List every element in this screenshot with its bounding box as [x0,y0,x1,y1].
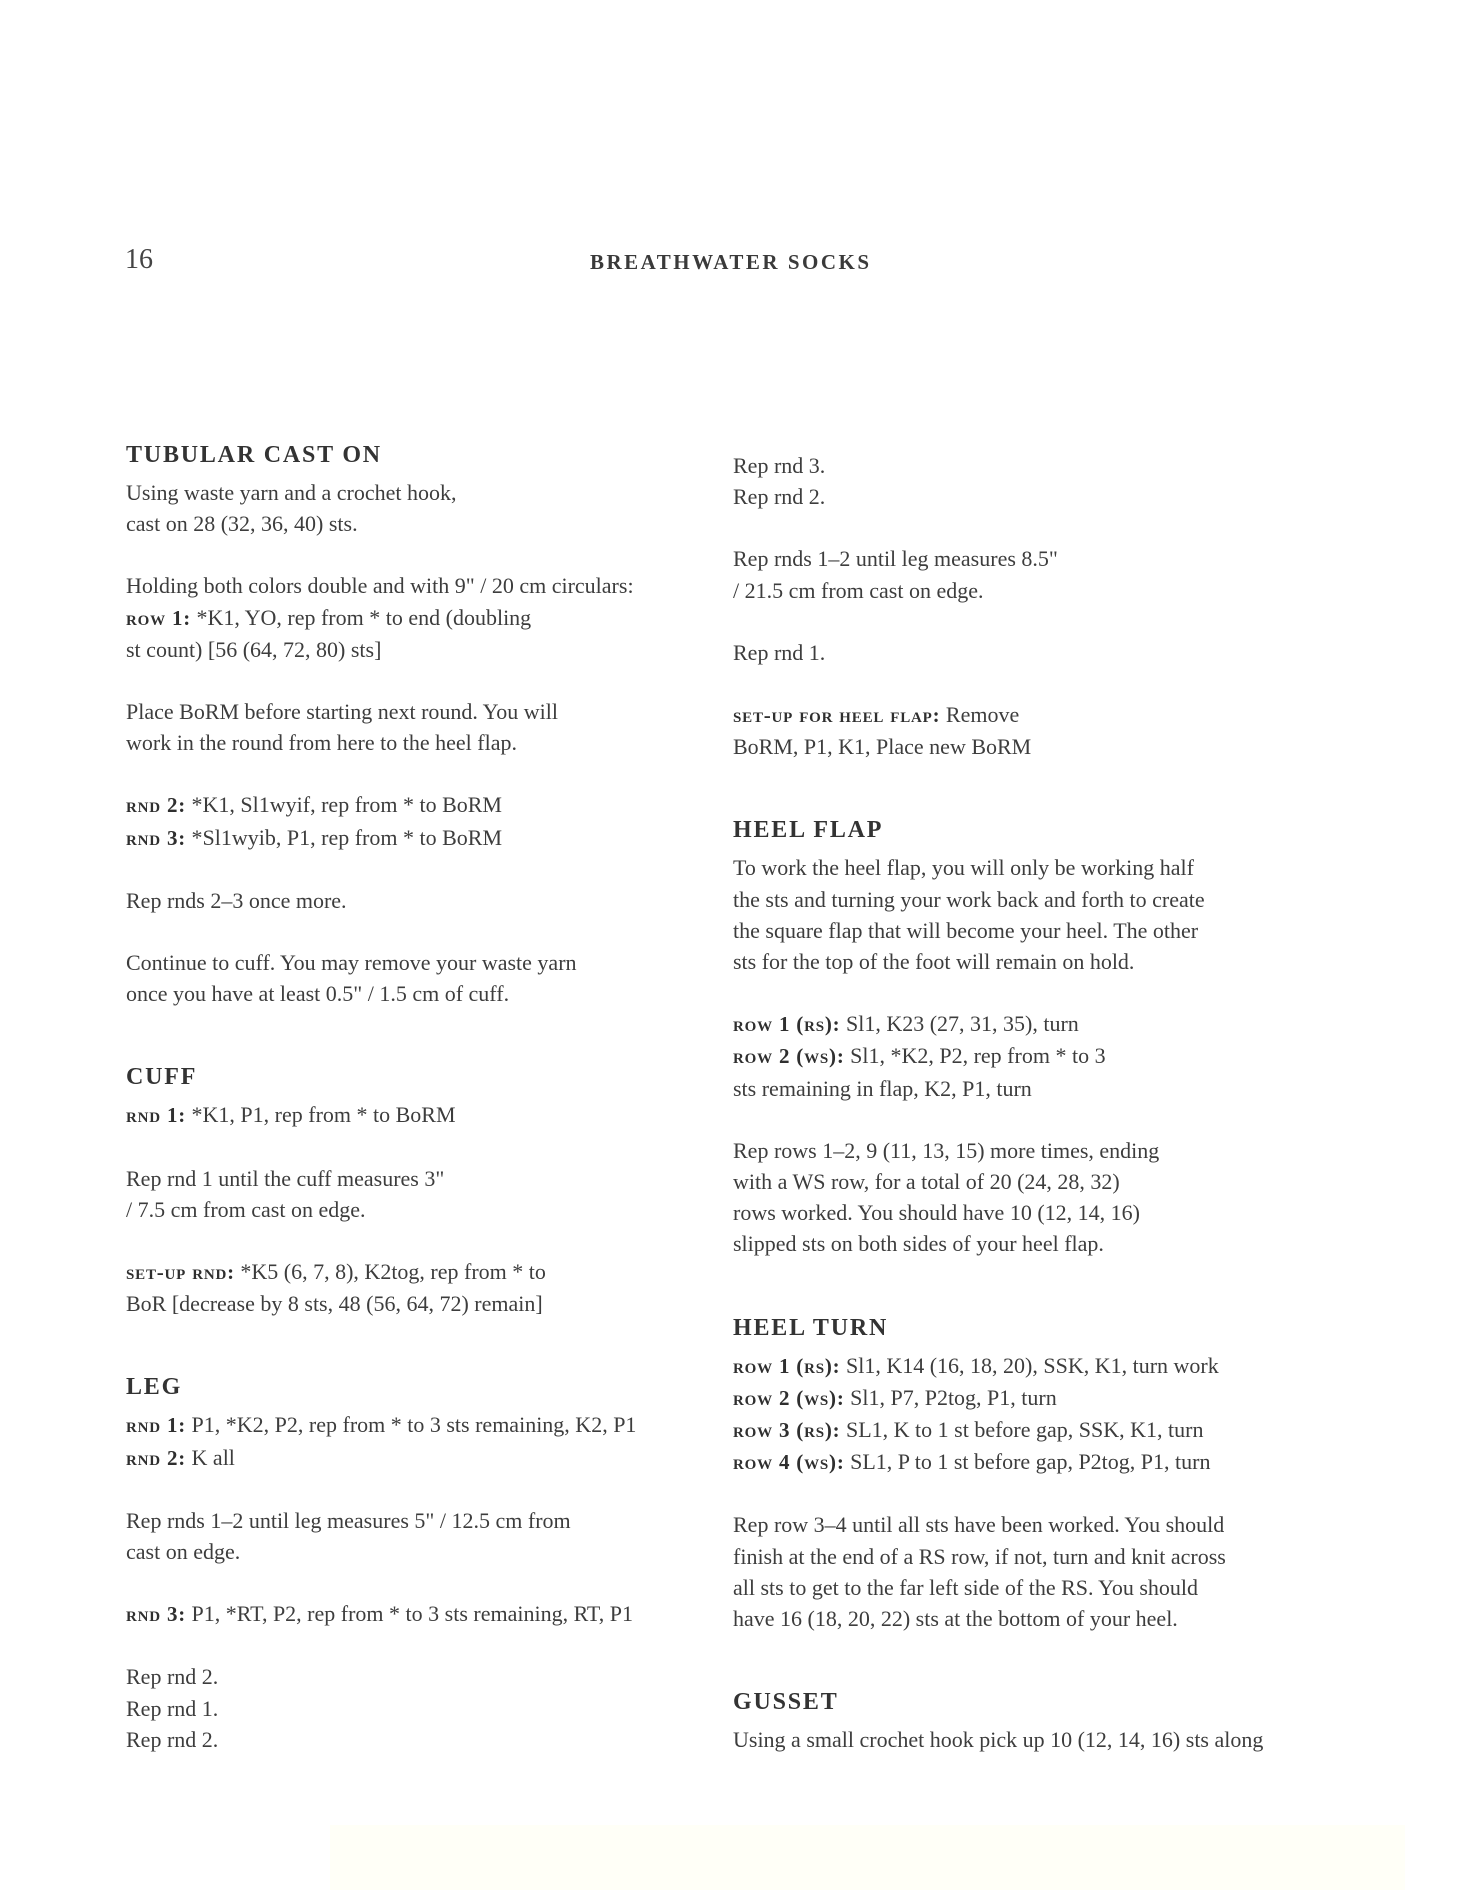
row-text: *Sl1wyib, P1, rep from * to BoRM [186,824,503,850]
row-text: P1, *K2, P2, rep from * to 3 sts remaining, K2, P1 [186,1412,637,1438]
instruction-row [733,1040,1333,1072]
section-title: GUSSET [733,1689,839,1716]
paragraph [126,570,686,665]
text-line: Rep rnd 3. [733,453,826,478]
instruction-row [126,602,686,634]
text-line: slipped sts on both sides of your heel flap. [733,1231,1104,1257]
footer-band [330,1825,1405,1890]
instruction-row [126,1409,686,1441]
row-text: Sl1, K14 (16, 18, 20), SSK, K1, turn work [840,1352,1219,1378]
row-text: *K5 (6, 7, 8), K2tog, rep from * to [234,1259,546,1285]
row-label: row 3 (rs): [733,1418,841,1443]
instruction-row [126,1442,686,1474]
section-heel-turn [733,1313,1333,1635]
paragraph [733,1008,1333,1104]
text-line: Rep rnd 2. [733,484,826,510]
paragraph [733,1350,1333,1479]
row-label: rnd 1: [126,1103,187,1128]
paragraph [733,852,1333,977]
row-label: rnd 3: [126,825,187,850]
section-title: TUBULAR CAST ON [126,442,382,468]
instruction-row [126,822,686,854]
text-line: BoRM, P1, K1, Place new BoRM [733,734,1032,760]
section-leg [126,1372,686,1755]
section-title: HEEL FLAP [733,817,884,844]
text-line: work in the round from here to the heel flap. [126,730,517,756]
page-number: 16 [125,244,153,275]
row-label: row 4 (ws): [733,1450,845,1475]
text-line: Rep rnds 2–3 once more. [126,887,347,913]
instruction-row [733,1446,1333,1478]
instruction-row [126,789,686,821]
instruction-row [126,1099,686,1131]
text-line: Rep rnd 2. [126,1664,219,1690]
text-line: cast on 28 (32, 36, 40) sts. [126,511,358,537]
right-column [733,450,1333,1808]
row-label: set-up rnd: [126,1260,235,1285]
text-line: Using waste yarn and a crochet hook, [126,480,457,505]
paragraph [126,1099,686,1131]
text-line: the sts and turning your work back and forth to create [733,886,1205,912]
instruction-row [733,1414,1333,1446]
text-line: Holding both colors double and with 9" / 20 cm circulars: [126,573,634,599]
instruction-row [733,699,1333,731]
text-line: cast on edge. [126,1539,241,1565]
text-line: Rep rnd 1 until the cuff measures 3" [126,1165,445,1191]
section-title: LEG [126,1374,183,1401]
paragraph [733,699,1333,762]
paragraph [126,1505,686,1567]
row-label: row 1: [126,605,192,630]
row-text: SL1, K to 1 st before gap, SSK, K1, turn [840,1417,1204,1443]
text-line: BoR [decrease by 8 sts, 48 (56, 64, 72) remain] [126,1291,543,1317]
paragraph [126,885,686,916]
text-line: st count) [56 (64, 72, 80) sts] [126,636,382,662]
text-line: rows worked. You should have 10 (12, 14, 16) [733,1200,1140,1226]
text-line: Place BoRM before starting next round. You will [126,699,559,725]
row-text: Sl1, P7, P2tog, P1, turn [844,1384,1057,1410]
row-label: row 1 (rs): [733,1012,841,1037]
instruction-row [733,1008,1333,1040]
row-text: Sl1, K23 (27, 31, 35), turn [840,1011,1079,1037]
instruction-row [126,1598,686,1630]
text-line: Rep row 3–4 until all sts have been worked. You should [733,1512,1225,1538]
row-label: rnd 2: [126,1445,187,1470]
section-cuff [126,1062,686,1319]
paragraph [733,1509,1333,1634]
row-label: rnd 1: [126,1413,187,1438]
text-line: finish at the end of a RS row, if not, turn and knit across [733,1543,1226,1569]
text-line: sts for the top of the foot will remain on hold. [733,949,1135,975]
paragraph [733,543,1333,605]
text-line: have 16 (18, 20, 22) sts at the bottom of your heel. [733,1606,1178,1632]
text-line: Rep rnd 1. [733,639,826,665]
paragraph [733,1724,1333,1755]
text-line: / 21.5 cm from cast on edge. [733,577,984,603]
paragraph [126,477,686,539]
text-line: the square flap that will become your heel. The other [733,917,1199,943]
running-head: BREATHWATER SOCKS [590,250,872,274]
section-heel-flap [733,815,1333,1259]
text-line: Rep rows 1–2, 9 (11, 13, 15) more times, ending [733,1137,1160,1163]
paragraph [126,1598,686,1630]
paragraph [733,450,1333,512]
instruction-row [126,1256,686,1288]
paragraph [126,1163,686,1225]
text-line: Using a small crochet hook pick up 10 (12, 14, 16) sts along [733,1727,1264,1753]
paragraph [733,1135,1333,1260]
text-line: To work the heel flap, you will only be working half [733,855,1194,881]
instruction-row [733,1382,1333,1414]
section-gusset [733,1687,1333,1755]
text-line: Rep rnd 2. [126,1726,219,1752]
row-label: row 2 (ws): [733,1385,845,1410]
row-text: SL1, P to 1 st before gap, P2tog, P1, turn [844,1449,1211,1475]
row-text: P1, *RT, P2, rep from * to 3 sts remaining, RT, P1 [186,1601,633,1627]
text-line: Continue to cuff. You may remove your waste yarn [126,950,577,976]
paragraph [126,789,686,853]
paragraph [126,1661,686,1755]
section-tubular-cast-on [126,440,686,1009]
section-title: CUFF [126,1064,198,1091]
row-text: *K1, Sl1wyif, rep from * to BoRM [186,792,502,818]
text-line: Rep rnds 1–2 until leg measures 8.5" [733,546,1058,572]
text-line: Rep rnds 1–2 until leg measures 5" / 12.5 cm from [126,1507,571,1533]
row-label: row 2 (ws): [733,1044,845,1069]
row-text: Remove [940,702,1020,728]
row-text: *K1, YO, rep from * to end (doubling [191,604,532,630]
row-label: rnd 2: [126,793,187,818]
text-line: all sts to get to the far left side of the RS. You should [733,1574,1199,1600]
row-label: rnd 3: [126,1602,187,1627]
row-text: *K1, P1, rep from * to BoRM [186,1102,456,1128]
paragraph [126,1409,686,1473]
section-leg-continued [733,450,1333,762]
text-line: / 7.5 cm from cast on edge. [126,1196,366,1222]
left-column [126,440,686,1808]
text-line: with a WS row, for a total of 20 (24, 28, 32) [733,1169,1120,1195]
row-text: Sl1, *K2, P2, rep from * to 3 [844,1043,1106,1069]
paragraph [733,637,1333,668]
text-line: once you have at least 0.5" / 1.5 cm of cuff. [126,981,510,1007]
text-line: sts remaining in flap, K2, P1, turn [733,1075,1032,1101]
paragraph [126,696,686,758]
paragraph [126,1256,686,1319]
instruction-row [733,1350,1333,1382]
section-title: HEEL TURN [733,1314,889,1341]
row-label: row 1 (rs): [733,1353,841,1378]
paragraph [126,947,686,1009]
row-label: set-up for heel flap: [733,703,941,728]
text-line: Rep rnd 1. [126,1695,219,1721]
row-text: K all [186,1444,235,1470]
